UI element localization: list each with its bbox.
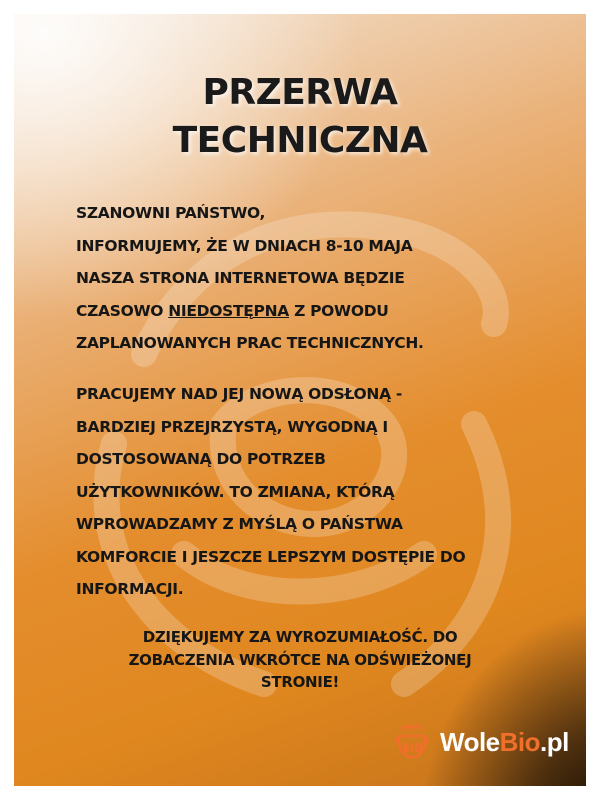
redesign-line-6: KOMFORCIE I JESZCZE LEPSZYM DOSTĘPIE DO [76, 547, 466, 566]
notice-line-4-start: CZASOWO [76, 301, 169, 320]
redesign-line-2: BARDZIEJ PRZEJRZYSTĄ, WYGODNĄ I [76, 417, 388, 436]
notice-line-5: ZAPLANOWANYCH PRAC TECHNICZNYCH. [76, 334, 424, 352]
redesign-line-7: INFORMACJI. [76, 580, 184, 598]
logo-word-domain: .pl [540, 726, 569, 757]
notice-line-2: INFORMUJEMY, ŻE W DNIACH 8-10 MAJA [76, 236, 413, 255]
thank-you-message [84, 626, 516, 694]
notice-line-3: NASZA STRONA INTERNETOWA BĘDZIE [76, 269, 405, 287]
thanks-line-3: STRONIE! [260, 673, 340, 691]
logo-word-bio: Bio [499, 726, 541, 757]
redesign-line-3: DOSTOSOWANĄ DO POTRZEB [76, 450, 326, 468]
logo-wordmark [440, 727, 569, 758]
redesign-line-1: PRACUJEMY NAD JEJ NOWĄ ODSŁONĄ - [76, 385, 403, 403]
notice-line-4-end: Z POWODU [288, 301, 389, 320]
thanks-line-2: ZOBACZENIA WKRÓTCE NA ODŚWIEŻONEJ [128, 650, 472, 669]
notice-line-4 [76, 295, 546, 328]
pot-logo-icon [390, 720, 434, 764]
logo-word-wole: Wole [440, 726, 500, 757]
redesign-line-5: WPROWADZAMY Z MYŚLĄ O PAŃSTWA [76, 515, 403, 533]
notice-line-1: SZANOWNI PAŃSTWO, [76, 204, 266, 222]
wolebio-logo[interactable] [390, 720, 570, 764]
redesign-line-4: UŻYTKOWNIKÓW. TO ZMIANA, KTÓRĄ [76, 482, 395, 501]
unavailable-emphasis: NIEDOSTĘPNA [168, 301, 289, 320]
redesign-paragraph [76, 378, 546, 606]
notice-paragraph [76, 197, 546, 360]
title-line-2: TECHNICZNA [172, 120, 428, 161]
page-title [14, 69, 586, 165]
thanks-line-1: DZIĘKUJEMY ZA WYROZUMIAŁOŚĆ. DO [142, 628, 458, 646]
title-line-1: PRZERWA [202, 72, 398, 113]
maintenance-poster [14, 14, 586, 786]
